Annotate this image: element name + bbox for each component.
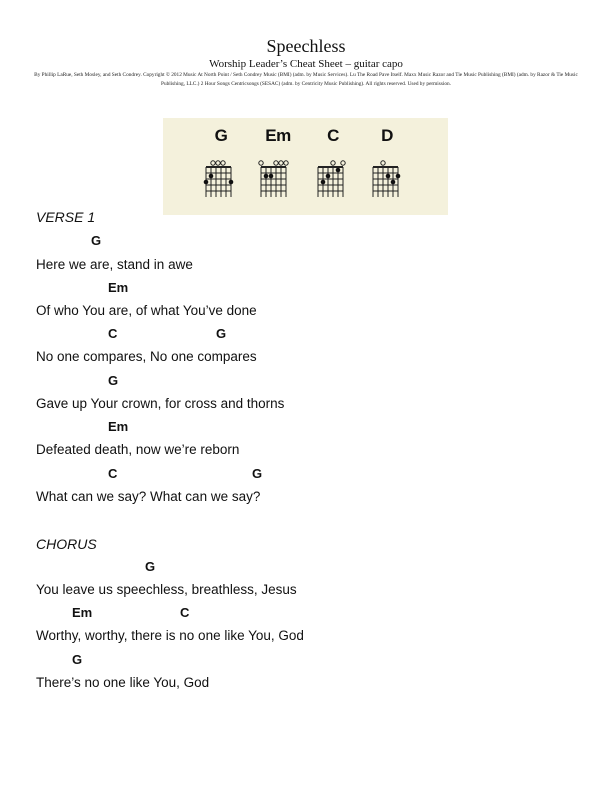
verse-lyric-line: Gave up Your crown, for cross and thorns — [36, 396, 285, 411]
verse-chord: G — [252, 466, 263, 481]
verse-chord: Em — [108, 280, 129, 295]
verse-chord: G — [108, 373, 119, 388]
verse-label: VERSE 1 — [36, 209, 96, 225]
em-chord-diagram-icon — [258, 160, 292, 200]
chorus-label: CHORUS — [36, 536, 97, 552]
chorus-lyric-line: Worthy, worthy, there is no one like You, God — [36, 628, 304, 643]
chord-chart-label-g: G — [214, 126, 228, 145]
verse-chord: G — [91, 233, 102, 248]
verse-chord: C — [108, 326, 118, 341]
chorus-chord: C — [180, 605, 190, 620]
verse-lyric-line: No one compares, No one compares — [36, 349, 257, 364]
d-chord-diagram-icon — [370, 160, 404, 200]
verse-chord: Em — [108, 419, 129, 434]
g-chord-diagram-icon — [203, 160, 237, 200]
verse-lyric-line: Of who You are, of what You’ve done — [36, 303, 257, 318]
c-chord-diagram-icon — [315, 160, 349, 200]
chord-chart-label-c: C — [327, 126, 339, 145]
chorus-chord: Em — [72, 605, 93, 620]
chorus-chord: G — [72, 652, 83, 667]
chorus-lyric-line: You leave us speechless, breathless, Jesus — [36, 582, 297, 597]
song-subtitle: Worship Leader’s Cheat Sheet – guitar capo — [209, 58, 403, 70]
verse-lyric-line: Defeated death, now we’re reborn — [36, 442, 240, 457]
verse-chord: C — [108, 466, 118, 481]
verse-chord: G — [216, 326, 227, 341]
verse-lyric-line: Here we are, stand in awe — [36, 257, 193, 272]
chorus-chord: G — [145, 559, 156, 574]
chord-chart-label-em: Em — [265, 126, 291, 145]
copyright-notice: By Phillip LaRue, Seth Mosley, and Seth Condrey. Copyright © 2012 Music At North Point / Seth Condrey Music (BMI) (adm. by Music Services). Lu The Road Pave Itself. Maxx Music Razor and Tie Music Publishing (BMI) (adm. by Razor & Tie Music Publishing, LLC.) 2 Hour Songs Centricsongs (SESAC) (adm. by Centricity Music Publishing). All rights reserved. Used by permission. — [34, 72, 578, 87]
chorus-lyric-line: There’s no one like You, God — [36, 675, 210, 690]
chord-chart-label-d: D — [381, 126, 393, 145]
chord-chart — [163, 118, 448, 215]
verse-lyric-line: What can we say? What can we say? — [36, 489, 261, 504]
song-title: Speechless — [266, 36, 346, 56]
